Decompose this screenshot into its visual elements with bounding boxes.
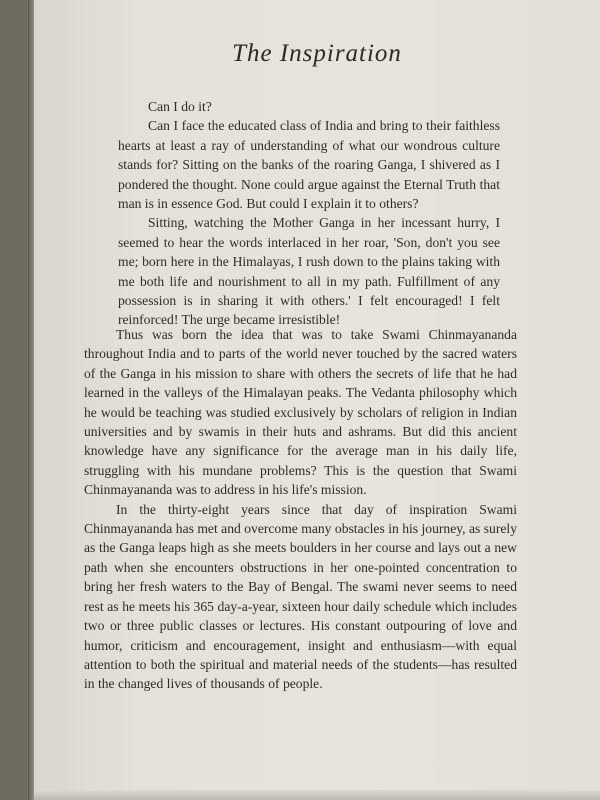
quote-paragraph-2: Can I face the educated class of India and bring to their faithless hearts at least a ray of understanding of what our wondrous culture stands for? Sitting on the banks of the roaring Ganga, I shivered as I pondered the thought. None could argue against the Eternal Truth that man is in essence God. But could I explain it to others? — [118, 118, 500, 212]
body-paragraph-2: In the thirty-eight years since that day of inspiration Swami Chinmayananda has met and overcome many obstacles in his journey, as surely as the Ganga leaps high as she meets boulders in her course and lays out a new path when she encounters obstructions in her one-pointed concentration to bring her fresh waters to the Bay of Bengal. The swami never seems to need rest as he meets his 365 day-a-year, sixteen hour daily schedule which includes two or three public classes or lectures. His constant outpouring of love and humor, criticism and encouragement, insight and enthusiasm—with equal attention to both the spiritual and material needs of the students—has resulted in the changed lives of thousands of people. — [84, 501, 517, 692]
narrative-block — [84, 325, 517, 694]
quote-paragraph-3: Sitting, watching the Mother Ganga in her incessant hurry, I seemed to hear the words interlaced in her roar, 'Son, don't you see me; born here in the Himalayas, I rush down to the plains taking with me both life and nourishment to all in my path. Fulfillment of any possession is in sharing it with others.' I felt encouraged! I felt reinforced! The urge became irresistible! — [118, 215, 500, 328]
page-bottom-edge — [34, 790, 600, 800]
quote-paragraph-1: Can I do it? — [148, 99, 212, 114]
quote-block — [118, 97, 500, 330]
body-paragraph-1: Thus was born the idea that was to take Swami Chinmayananda throughout India and to parts of the world never touched by the sacred waters of the Ganga in his mission to share with others the secrets of life that he had learned in the valleys of the Himalayan peaks. The Vedanta philosophy which he would be teaching was studied exclusively by scholars of religion in Indian universities and by swamis in their huts and ashrams. But did this ancient knowledge have any significance for the average man in his daily life, struggling with his mundane problems? This is the question that Swami Chinmayananda was to address in his life's mission. — [84, 327, 517, 498]
page-title: The Inspiration — [232, 40, 402, 67]
